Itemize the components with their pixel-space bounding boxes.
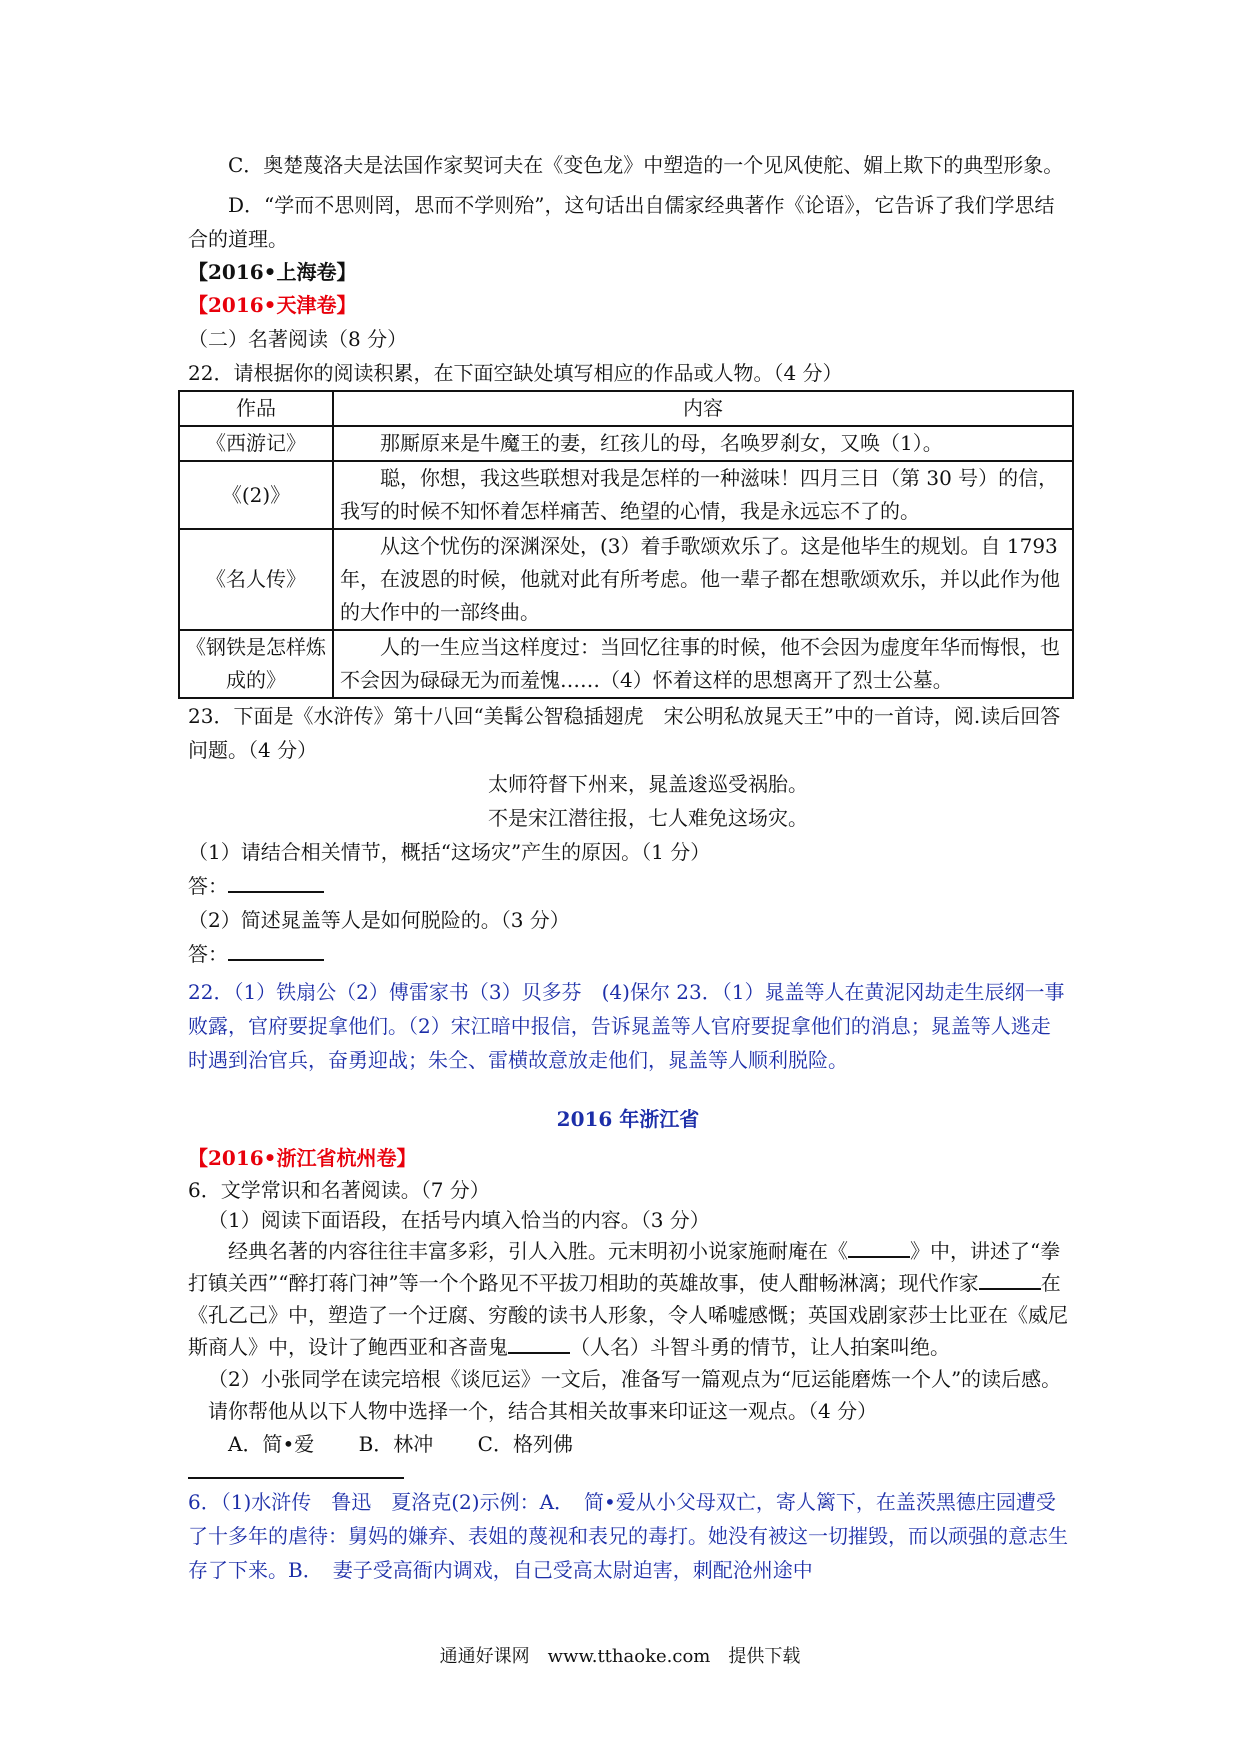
option-b: B．林冲 (358, 1432, 434, 1456)
poem-line-1: 太师符督下州来，晁盖逡巡受祸胎。 (488, 772, 808, 796)
answer-line-2 (188, 937, 1068, 971)
question-6-part2: （2）小张同学在读完培根《谈厄运》一文后，准备写一篇观点为“厄运能磨炼一个人”的读后感。请你帮他从以下人物中选择一个，结合其相关故事来印证这一观点。（4 分） (208, 1367, 1062, 1423)
options-row (188, 1427, 1068, 1461)
table-cell-work: 《(2)》 (179, 461, 333, 529)
question-23: 23．下面是《水浒传》第十八回“美髯公智稳插翅虎 宋公明私放晁天王”中的一首诗，阅.读后回答问题。（4 分） (188, 704, 1061, 762)
passage-text-c: 在《孔乙己》中，塑造了一个迂腐、穷酸的读书人形象，令人唏嘘感慨；英国戏剧家莎士比亚在《威尼斯商人》中，设计了鲍西亚和吝啬鬼 (188, 1271, 1068, 1359)
header-hangzhou: 【2016•浙江省杭州卷】 (188, 1146, 417, 1170)
question-23-sub2: （2）简述晁盖等人是如何脱险的。（3 分） (188, 908, 570, 932)
option-a: A．简•爱 (228, 1432, 315, 1456)
table-cell-work: 《钢铁是怎样炼成的》 (179, 630, 333, 698)
option-c: C．奥楚蔑洛夫是法国作家契诃夫在《变色龙》中塑造的一个见风使舵、媚上欺下的典型形象。 (228, 153, 1064, 177)
passage-text-d: （人名）斗智斗勇的情节，让人拍案叫绝。 (570, 1335, 950, 1359)
answer-label: 答： (188, 942, 228, 966)
option-d: D．“学而不思则罔，思而不学则殆”，这句话出自儒家经典著作《论语》，它告诉了我们学思结合的道理。 (188, 193, 1055, 251)
table-row (179, 426, 1073, 461)
answer-22-23: 22．（1）铁扇公（2）傅雷家书（3）贝多芬 (4)保尔 23．（1）晁盖等人在黄泥冈劫走生辰纲一事败露，官府要捉拿他们。（2）宋江暗中报信，告诉晁盖等人官府要捉拿他们的消息；晁盖等人逃走时遇到治官兵，奋勇迎战；朱仝、雷横故意放走他们，晁盖等人顺利脱险。 (188, 980, 1065, 1072)
table-row (179, 461, 1073, 529)
page-footer: 通通好课网 www.tthaoke.com 提供下载 (439, 1646, 801, 1667)
answer-label: 答： (188, 874, 228, 898)
question-22: 22．请根据你的阅读积累，在下面空缺处填写相应的作品或人物。（4 分） (188, 361, 843, 385)
section-title-zhejiang: 2016 年浙江省 (556, 1107, 700, 1131)
passage-text-b: 》中，讲述了“拳打镇关西”“醉打蒋门神”等一个个路见不平拔刀相助的英雄故事，使人酣畅淋漓；现代作家 (188, 1239, 1061, 1295)
question-23-sub1: （1）请结合相关情节，概括“这场灾”产生的原因。（1 分） (188, 840, 711, 864)
table-header-content: 内容 (333, 391, 1073, 426)
table-cell-content: 人的一生应当这样度过：当回忆往事的时候，他不会因为虚度年华而悔恨，也不会因为碌碌无为而羞愧……（4）怀着这样的思想离开了烈士公墓。 (333, 630, 1073, 698)
answer-blank (228, 937, 324, 961)
header-tianjin: 【2016•天津卷】 (188, 293, 357, 317)
table-cell-content: 聪，你想，我这些联想对我是怎样的一种滋味！四月三日（第 30 号）的信，我写的时候不知怀着怎样痛苦、绝望的心情，我是永远忘不了的。 (333, 461, 1073, 529)
fill-blank-3 (508, 1332, 570, 1354)
passage-paragraph (188, 1235, 1068, 1363)
works-table (178, 390, 1074, 699)
page-content (188, 148, 1068, 1587)
question-6: 6．文学常识和名著阅读。（7 分） (188, 1178, 490, 1202)
poem-line-2: 不是宋江潜往报，七人难免这场灾。 (488, 806, 808, 830)
table-row (179, 529, 1073, 630)
answer-blank (228, 869, 324, 893)
table-header-work: 作品 (179, 391, 333, 426)
passage-text-a: 经典名著的内容往往丰富多彩，引人入胜。元末明初小说家施耐庵在《 (228, 1239, 848, 1263)
table-cell-content: 从这个忧伤的深渊深处，(3）着手歌颂欢乐了。这是他毕生的规划。自 1793 年，在波恩的时候，他就对此有所考虑。他一辈子都在想歌颂欢乐，并以此作为他的大作中的一部终曲。 (333, 529, 1073, 630)
subtitle-reading: （二）名著阅读（8 分） (188, 327, 408, 351)
table-cell-work: 《西游记》 (179, 426, 333, 461)
option-c-gulliver: C．格列佛 (477, 1432, 573, 1456)
fill-blank-1 (848, 1236, 910, 1258)
answer-line-1 (188, 869, 1068, 903)
footnote-answer-6: 6．（1)水浒传 鲁迅 夏洛克(2)示例：A． 简•爱从小父母双亡，寄人篱下，在盖茨黑德庄园遭受了十多年的虐待：舅妈的嫌弃、表姐的蔑视和表兄的毒打。她没有被这一切摧毁，而以顽强的意志生存了下来。B． 妻子受高衙内调戏，自己受高太尉迫害，刺配沧州途中 (188, 1490, 1068, 1582)
table-cell-work: 《名人传》 (179, 529, 333, 630)
fill-blank-2 (979, 1268, 1041, 1290)
header-shanghai: 【2016•上海卷】 (188, 260, 357, 284)
footnote-divider (188, 1477, 404, 1479)
table-row (179, 630, 1073, 698)
table-cell-content: 那厮原来是牛魔王的妻，红孩儿的母，名唤罗刹女，又唤（1）。 (333, 426, 1073, 461)
question-6-part1: （1）阅读下面语段，在括号内填入恰当的内容。（3 分） (208, 1208, 710, 1232)
table-header-row (179, 391, 1073, 426)
